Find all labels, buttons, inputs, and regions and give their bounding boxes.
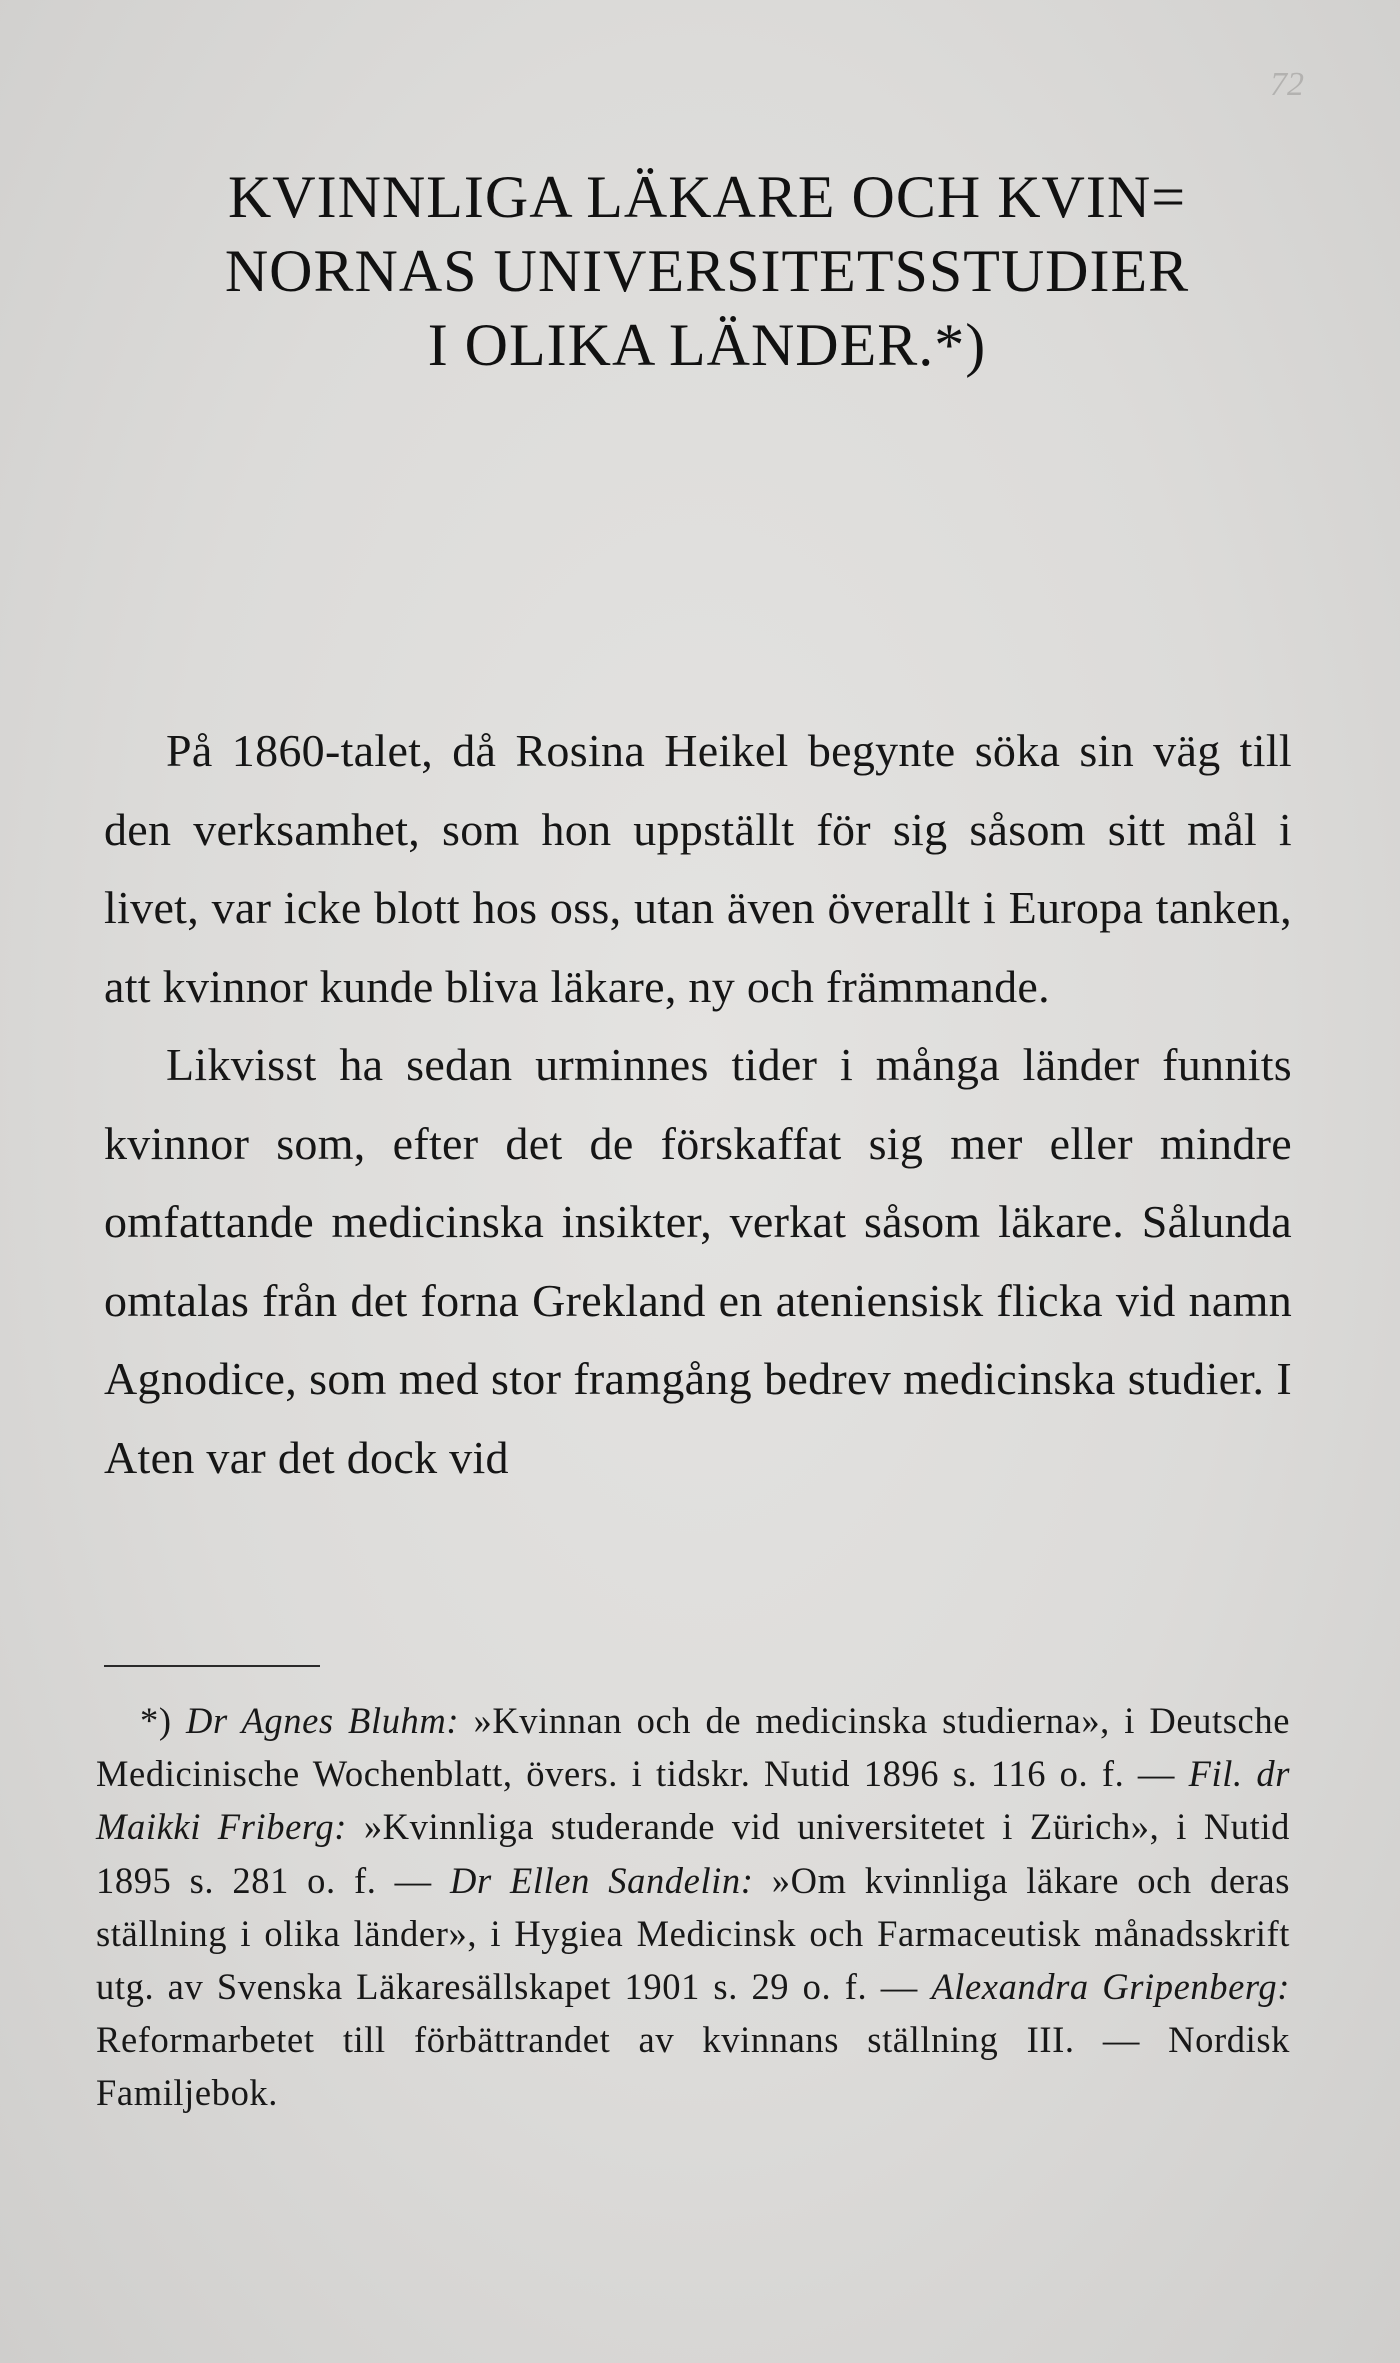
- footnote-author-2: Fil. dr Maikki Friberg:: [96, 1753, 1290, 1848]
- footnote-reference-1: »Kvinnan och de medicinska studierna», i Deutsche Medicinische Wochenblatt, övers. i tidskr. Nutid 1896 s. 116 o. f. —: [96, 1700, 1291, 1795]
- footnote-author-1: Dr Agnes Bluhm:: [186, 1700, 460, 1741]
- page-number: 72: [1270, 66, 1304, 103]
- chapter-title-line-3: I OLIKA LÄNDER.*): [427, 312, 987, 378]
- footnote-divider: [104, 1665, 320, 1667]
- paragraph-2: Likvisst ha sedan urminnes tider i många länder funnits kvinnor som, efter det de förskaffat sig mer eller mindre omfattande medicinska insikter, verkat såsom läkare. Sålunda omtalas från det forna Grekland en ateniensisk flicka vid namn Agnodice, som med stor framgång bedrev medicinska studier. I Aten var det dock vid: [104, 1039, 1292, 1483]
- footnote-marker: *): [140, 1700, 172, 1741]
- footnote-author-3: Dr Ellen Sandelin:: [450, 1859, 754, 1901]
- footnote: [96, 1694, 1290, 2120]
- chapter-title-line-2: NORNAS UNIVERSITETSSTUDIER: [224, 238, 1190, 304]
- footnote-reference-3: »Om kvinnliga läkare och deras ställning i olika länder», i Hygiea Medicinsk och Farmaceutisk månadsskrift utg. av Svenska Läkaresällskapet 1901 s. 29 o. f. —: [96, 1859, 1290, 2008]
- chapter-title-line-1: KVINNLIGA LÄKARE OCH KVIN=: [227, 164, 1187, 230]
- footnote-reference-4: Reformarbetet till förbättrandet av kvinnans ställning III. — Nordisk Familjebok.: [96, 2019, 1290, 2114]
- footnote-reference-2: »Kvinnliga studerande vid universitetet i Zürich», i Nutid 1895 s. 281 o. f. —: [96, 1806, 1290, 1901]
- chapter-title: [118, 160, 1296, 382]
- paragraph-1: På 1860-talet, då Rosina Heikel begynte söka sin väg till den verksamhet, som hon uppställt för sig såsom sitt mål i livet, var icke blott hos oss, utan även överallt i Europa tanken, att kvinnor kunde bliva läkare, ny och främmande.: [104, 725, 1292, 1012]
- footnote-author-4: Alexandra Gripenberg:: [931, 1966, 1290, 2008]
- body-text: [104, 712, 1292, 1497]
